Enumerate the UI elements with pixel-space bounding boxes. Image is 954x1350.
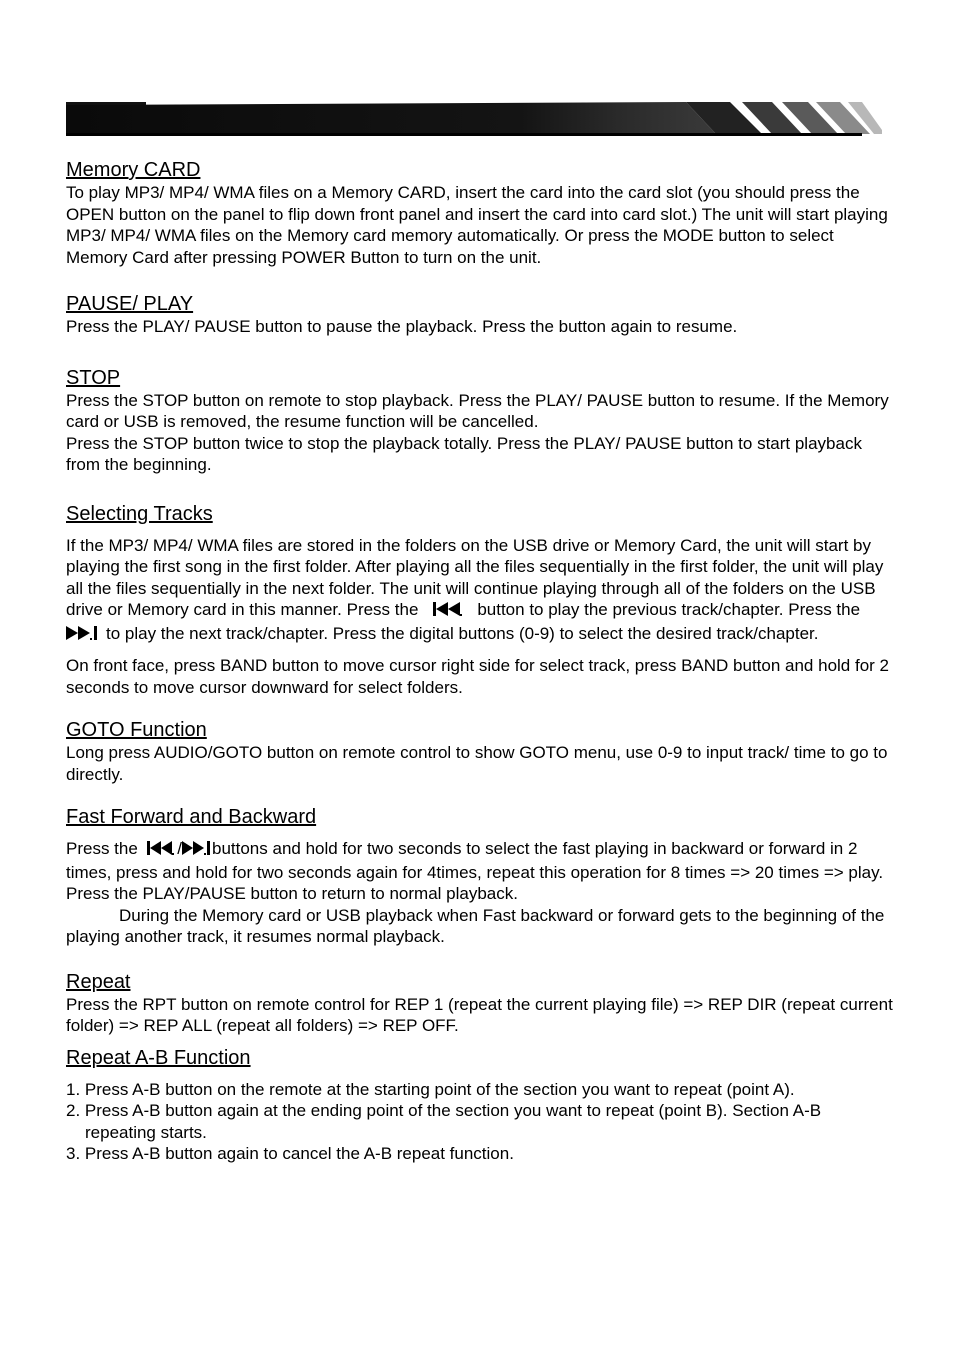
- repeat-ab-item-3: 3. Press A-B button again to cancel the A-B repeat function.: [66, 1144, 514, 1163]
- skip-next-icon: [66, 625, 106, 647]
- fast-forward-text-1: [66, 838, 896, 905]
- stop-text-1: Press the STOP button on remote to stop playback. Press the PLAY/ PAUSE button to resume. If the Memory card or USB is removed, the resume function will be cancelled.: [66, 390, 889, 431]
- goto-text: Long press AUDIO/GOTO button on remote control to show GOTO menu, use 0-9 to input track/ time to go to directly.: [66, 743, 888, 784]
- repeat-text: Press the RPT button on remote control for REP 1 (repeat the current playing file) => REP DIR (repeat current folder) => REP ALL (repeat all folders) => REP OFF.: [66, 994, 893, 1035]
- selecting-tracks-text-1c: to play the next track/chapter. Press the digital buttons (0-9) to select the desired track/chapter.: [106, 623, 819, 643]
- selecting-tracks-text-1a: If the MP3/ MP4/ WMA files are stored in the folders on the USB drive or Memory Card, the unit will start by playing the first song in the first folder. After playing all the files sequentially in the first folder, the unit will play all the files sequentially in the next folder. The unit will continue playing through all of the folders on the USB drive or Memory card in this manner. Press the: [66, 535, 884, 619]
- section-pause-play: [66, 292, 896, 338]
- fast-forward-text-2: During the Memory card or USB playback when Fast backward or forward gets to the beginning of the playing another track, it resumes normal playback.: [66, 905, 885, 946]
- memory-card-text: To play MP3/ MP4/ WMA files on a Memory CARD, insert the card into the card slot (you should press the OPEN button on the panel to flip down front panel and insert the card into card slot.) The unit will start playing MP3/ MP4/ WMA files on the Memory card memory automatically. Or press the MODE button to select Memory Card after pressing POWER Button to turn on the unit.: [66, 183, 888, 267]
- section-repeat: [66, 970, 896, 1037]
- selecting-tracks-text-1: [66, 535, 896, 647]
- heading-stop: STOP: [66, 366, 121, 389]
- fast-forward-text-1b: buttons and hold for two seconds to select the fast playing in backward or forward in 2 times, press and hold for two seconds again for 4times, repeat this operation for 8 times => 20 times => play. Press the PLAY/PAUSE button to return to normal playback.: [66, 839, 884, 903]
- section-goto: [66, 718, 896, 785]
- pause-play-text: Press the PLAY/ PAUSE button to pause the playback. Press the button again to resume.: [66, 317, 738, 336]
- fast-forward-separator: /: [177, 839, 182, 858]
- heading-goto: GOTO Function: [66, 719, 207, 741]
- section-memory-card: [66, 158, 896, 268]
- heading-fast-forward: Fast Forward and Backward: [66, 806, 317, 828]
- section-selecting-tracks: [66, 502, 896, 699]
- skip-previous-icon: [433, 601, 473, 623]
- repeat-ab-item-2: 2. Press A-B button again at the ending point of the section you want to repeat (point B). Section A-B repeating starts.: [66, 1101, 822, 1142]
- header-banner: [66, 102, 882, 136]
- section-stop: [66, 366, 896, 476]
- heading-repeat-ab: Repeat A-B Function: [66, 1046, 251, 1069]
- stop-text-2: Press the STOP button twice to stop the playback totally. Press the PLAY/ PAUSE button to start playback from the beginning.: [66, 433, 862, 474]
- selecting-tracks-text-1b: button to play the previous track/chapter. Press the: [477, 600, 861, 619]
- heading-repeat: Repeat: [66, 970, 131, 993]
- fast-forward-icon: [182, 840, 212, 862]
- selecting-tracks-text-2: On front face, press BAND button to move cursor right side for select track, press BAND button and hold for 2 seconds to move cursor downward for select folders.: [66, 656, 889, 697]
- page-content: [66, 158, 896, 1165]
- heading-pause-play: PAUSE/ PLAY: [66, 293, 194, 315]
- heading-selecting-tracks: Selecting Tracks: [66, 502, 213, 525]
- fast-forward-text-1a: Press the: [66, 839, 138, 858]
- heading-memory-card: Memory CARD: [66, 159, 201, 181]
- section-fast-forward: [66, 805, 896, 948]
- fast-backward-icon: [147, 840, 177, 862]
- section-repeat-ab: [66, 1046, 896, 1165]
- repeat-ab-item-1: 1. Press A-B button on the remote at the starting point of the section you want to repeat (point A).: [66, 1079, 795, 1099]
